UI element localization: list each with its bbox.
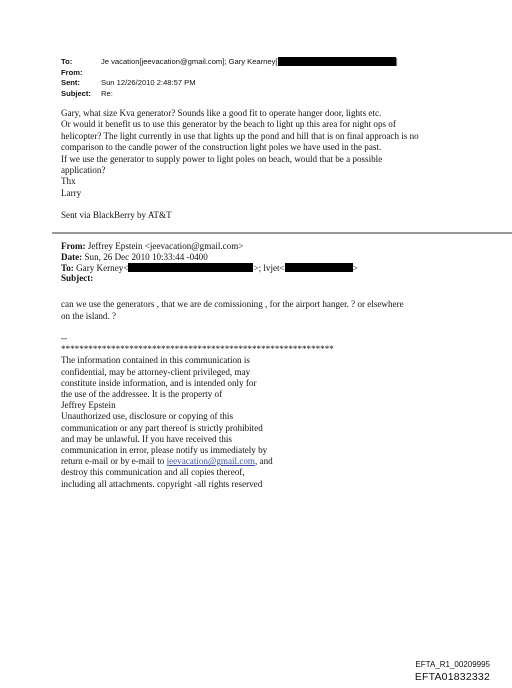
to-value-end: ]: [395, 57, 398, 66]
quote-divider: [52, 232, 512, 234]
signature-stars: ************************************************************: [61, 344, 334, 355]
subject-value: Re:: [101, 88, 113, 98]
date-label: Date:: [61, 251, 83, 262]
disclaimer-line: Unauthorized use, disclosure or copying of this: [61, 411, 233, 422]
disclaimer-line: confidential, may be attorney-client privileged, may: [61, 366, 251, 377]
body-line: If we use the generator to supply power to light poles on beach, would that be a possible: [61, 153, 383, 164]
subject-label: Subject:: [61, 88, 91, 98]
to-label: To:: [61, 262, 74, 273]
bates-ref-1: EFTA_R1_00209995: [415, 660, 490, 669]
from-label: From:: [61, 241, 86, 251]
signature-dashes: --: [61, 333, 68, 343]
date-value: Sun, 26 Dec 2010 10:33:44 -0400: [84, 251, 208, 262]
disclaimer-line: destroy this communication and all copies thereof,: [61, 467, 245, 478]
disclaimer-line: constitute inside information, and is intended only for: [61, 377, 257, 388]
email1-header: [61, 57, 398, 99]
email2-subject-row: [61, 273, 358, 284]
sent-value: Sun 12/26/2010 2:48:57 PM: [101, 78, 196, 87]
email-link[interactable]: jeevacation@gmail.com: [166, 456, 255, 467]
to-value: Je vacation[jeevacation@gmail.com]; Gary Kearney[: [101, 57, 278, 66]
disclaimer-line: and may be unlawful. If you have received this: [61, 433, 232, 444]
email2-to-row: [61, 263, 358, 274]
disclaimer-line: including all attachments. copyright -all rights reserved: [61, 478, 263, 489]
redaction-bar: [278, 57, 396, 66]
from-label: From:: [61, 67, 83, 77]
body-line: Larry: [61, 187, 82, 198]
to-value-mid: >; lvjet<: [253, 262, 285, 273]
disclaimer-line: The information contained in this communication is: [61, 355, 250, 366]
body-line: helicopter? The light currently in use that lights up the pond and hill that is on final approach is no: [61, 130, 419, 141]
bates-ref-2: EFTA01832332: [414, 671, 490, 683]
email1-from-row: [61, 68, 398, 79]
to-value-start: Gary Kerney<: [76, 262, 129, 273]
disclaimer: [61, 333, 334, 490]
disclaimer-email-line: return e-mail or by e-mail to jeevacation@gmail.com, and: [61, 456, 273, 467]
email2-date-row: [61, 252, 358, 263]
disclaimer-line: communication in error, please notify us immediately by: [61, 445, 268, 456]
body-line: comparison to the candle power of the construction light poles we have used in the past.: [61, 142, 382, 153]
disclaimer-line: Jeffrey Epstein: [61, 400, 116, 411]
email1-subject-row: [61, 89, 398, 100]
body-line: on the island. ?: [61, 310, 117, 321]
email1-sent-row: [61, 78, 398, 89]
body-line: Gary, what size Kva generator? Sounds like a good fit to operate hanger door, lights etc.: [61, 108, 382, 118]
to-value-end: >: [352, 262, 358, 273]
body-line: can we use the generators , that we are de comissioning , for the airport hanger. ? or elsewhere: [61, 299, 404, 309]
body-line: application?: [61, 165, 106, 176]
subject-label: Subject:: [61, 273, 94, 284]
sent-label: Sent:: [61, 78, 80, 87]
email1-body: [61, 108, 461, 222]
disclaimer-line: communication or any part thereof is strictly prohibited: [61, 422, 263, 433]
to-label: To:: [61, 57, 73, 66]
disclaimer-line: the use of the addressee. It is the property of: [61, 389, 223, 400]
email2-header: [61, 241, 358, 284]
email1-to-row: [61, 57, 398, 68]
email2-from-row: [61, 241, 358, 252]
body-line: Thx: [61, 176, 76, 187]
body-line: Or would it benefit us to use this generator by the beach to light up this area for night ops of: [61, 119, 396, 130]
email2-body: [61, 299, 461, 322]
from-value: Jeffrey Epstein <jeevacation@gmail.com>: [87, 241, 244, 251]
redaction-bar: [285, 263, 353, 272]
redaction-bar: [128, 263, 253, 272]
sent-via-line: Sent via BlackBerry by AT&T: [61, 210, 172, 221]
